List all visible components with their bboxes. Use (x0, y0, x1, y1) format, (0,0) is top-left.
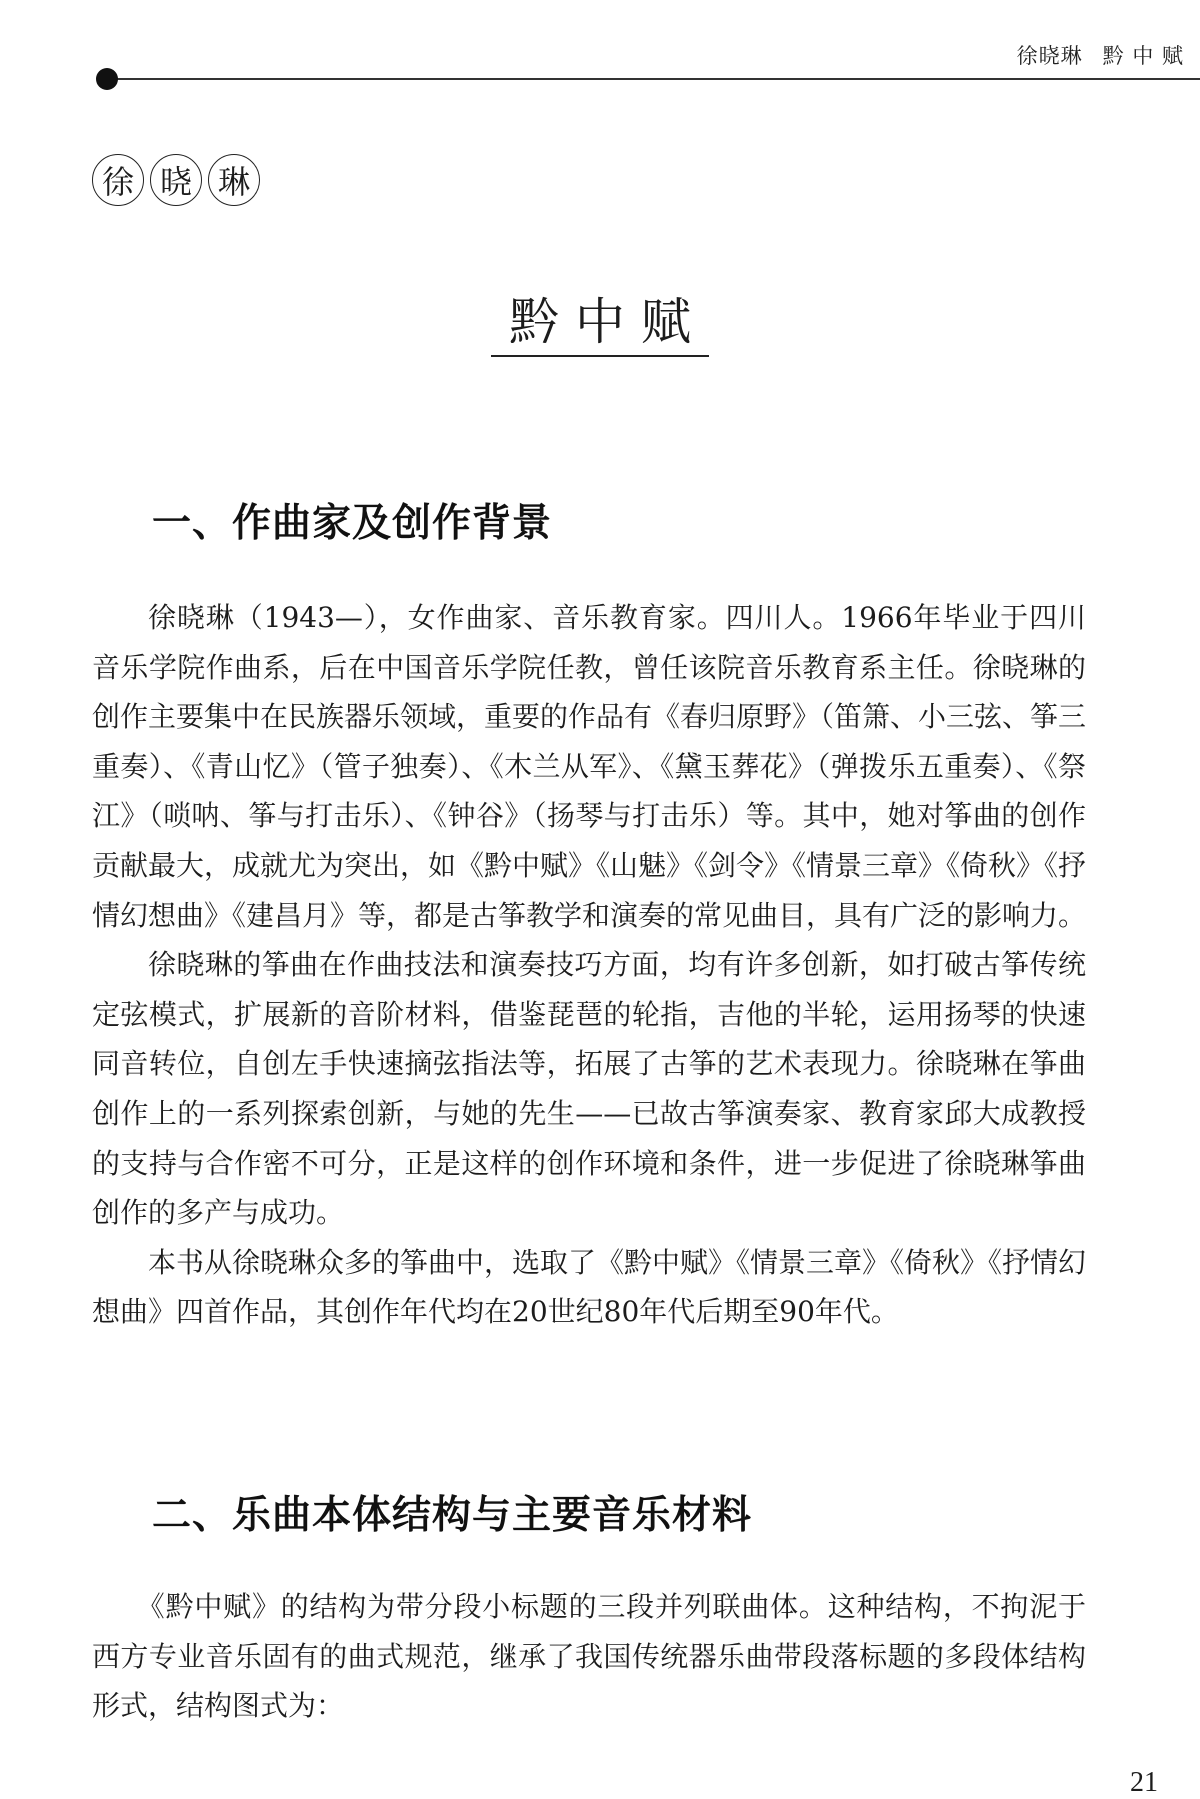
piece-title-text: 黔中赋 (491, 293, 709, 357)
section-1-body (92, 593, 1086, 1337)
paragraph: 本书从徐晓琳众多的筝曲中，选取了《黔中赋》《情景三章》《倚秋》《抒情幻想曲》四首作品，其创作年代均在20世纪80年代后期至90年代。 (92, 1245, 1087, 1329)
section-2-body (92, 1582, 1086, 1731)
piece-title (0, 282, 1200, 354)
header-rule (104, 78, 1200, 80)
running-head-title: 黔 中 赋 (1102, 44, 1184, 68)
author-badge (92, 154, 266, 206)
paragraph: 《黔中赋》的结构为带分段小标题的三段并列联曲体。这种结构，不拘泥于西方专业音乐固有的曲式规范，继承了我国传统器乐曲带段落标题的多段体结构形式，结构图式为： (92, 1590, 1086, 1723)
author-badge-char: 琳 (208, 154, 260, 206)
author-badge-char: 晓 (150, 154, 202, 206)
page-number: 21 (1130, 1767, 1158, 1798)
author-badge-char: 徐 (92, 154, 144, 206)
section-heading-2: 二、乐曲本体结构与主要音乐材料 (152, 1493, 753, 1538)
running-head-author: 徐晓琳 (1016, 44, 1083, 68)
running-head (1017, 40, 1184, 70)
header-bullet-dot (96, 68, 118, 90)
section-heading-1: 一、作曲家及创作背景 (152, 501, 553, 546)
paragraph: 徐晓琳（1943—），女作曲家、音乐教育家。四川人。1966年毕业于四川音乐学院作曲系，后在中国音乐学院任教，曾任该院音乐教育系主任。徐晓琳的创作主要集中在民族器乐领域，重要的作品有《春归原野》（笛箫、小三弦、筝三重奏）、《青山忆》（管子独奏）、《木兰从军》、《黛玉葬花》（弹拨乐五重奏）、《祭江》（唢呐、筝与打击乐）、《钟谷》（扬琴与打击乐）等。其中，她对筝曲的创作贡献最大，成就尤为突出，如《黔中赋》《山魅》《剑令》《情景三章》《倚秋》《抒情幻想曲》《建昌月》等，都是古筝教学和演奏的常见曲目，具有广泛的影响力。 (92, 601, 1087, 932)
paragraph: 徐晓琳的筝曲在作曲技法和演奏技巧方面，均有许多创新，如打破古筝传统定弦模式，扩展新的音阶材料，借鉴琵琶的轮指，吉他的半轮，运用扬琴的快速同音转位，自创左手快速摘弦指法等，拓展了古筝的艺术表现力。徐晓琳在筝曲创作上的一系列探索创新，与她的先生——已故古筝演奏家、教育家邱大成教授的支持与合作密不可分，正是这样的创作环境和条件，进一步促进了徐晓琳筝曲创作的多产与成功。 (92, 948, 1086, 1230)
